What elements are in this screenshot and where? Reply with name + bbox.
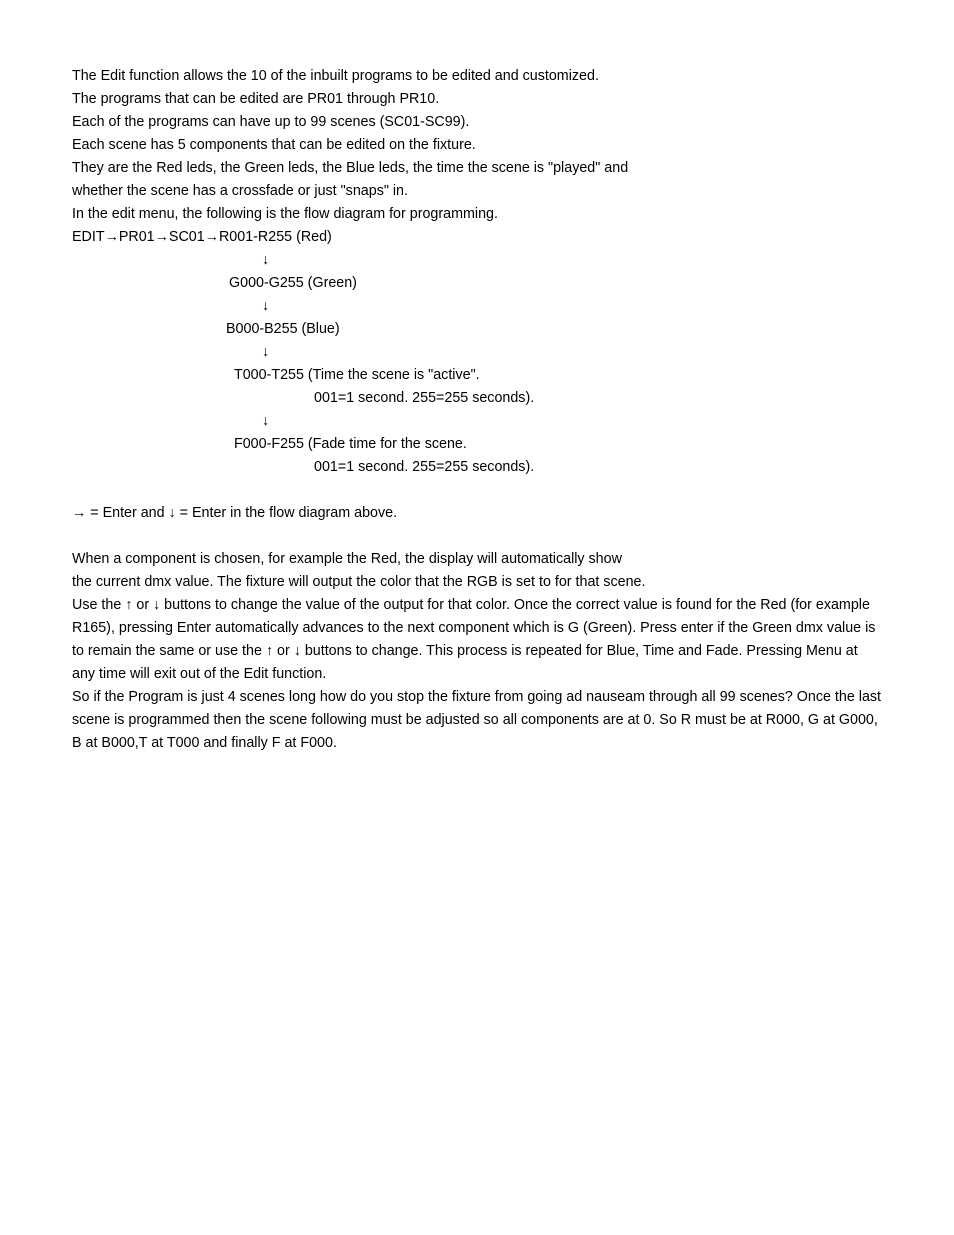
flow-start: EDIT→PR01→SC01→R001-R255 (Red) [72,229,332,245]
flow-diagram [72,227,884,480]
down-arrow-icon: ↓ [262,413,270,429]
flow-time-step: T000-T255 (Time the scene is "active". [234,367,480,383]
body-section [72,549,884,755]
flow-green-step: G000-G255 (Green) [229,275,357,291]
body-line: the current dmx value. The fixture will output the color that the RGB is set to for that scene. [72,574,646,590]
spacer [72,526,884,549]
intro-line: In the edit menu, the following is the flow diagram for programming. [72,206,498,222]
spacer [72,480,884,503]
down-arrow-icon: ↓ [262,252,270,268]
flow-fade-step: F000-F255 (Fade time for the scene. [234,436,467,452]
intro-line: whether the scene has a crossfade or just "snaps" in. [72,183,408,199]
flow-fade-note: 001=1 second. 255=255 seconds). [314,459,535,475]
flow-blue-step: B000-B255 (Blue) [226,321,340,337]
intro-line: Each of the programs can have up to 99 scenes (SC01-SC99). [72,114,470,130]
document-page [72,66,884,756]
flow-legend: → = Enter and ↓ = Enter in the flow diagram above. [72,505,398,521]
flow-time-note: 001=1 second. 255=255 seconds). [314,390,535,406]
intro-line: The Edit function allows the 10 of the inbuilt programs to be edited and customized. [72,68,599,84]
down-arrow-icon: ↓ [262,344,270,360]
down-arrow-icon: ↓ [262,298,270,314]
intro-line: They are the Red leds, the Green leds, the Blue leds, the time the scene is "played" and [72,160,629,176]
body-paragraph: Use the ↑ or ↓ buttons to change the value of the output for that color. Once the correct value is found for the Red (for example R165), pressing Enter automatically advances to the next component which is G (Green). Press enter if the Green dmx value is to remain the same or use the ↑ or ↓ buttons to change. This process is repeated for Blue, Time and Fade. Pressing Menu at any time will exit out of the Edit function. [72,596,876,682]
intro-line: Each scene has 5 components that can be edited on the fixture. [72,137,476,153]
body-line: When a component is chosen, for example the Red, the display will automatically show [72,551,622,567]
body-paragraph: So if the Program is just 4 scenes long how do you stop the fixture from going ad nauseam through all 99 scenes? Once the last scene is programmed then the scene following must be adjusted so all components are at 0. So R must be at R000, G at G000, B at B000,T at T000 and finally F at F000. [72,688,882,751]
intro-section [72,66,884,227]
intro-line: The programs that can be edited are PR01 through PR10. [72,91,440,107]
